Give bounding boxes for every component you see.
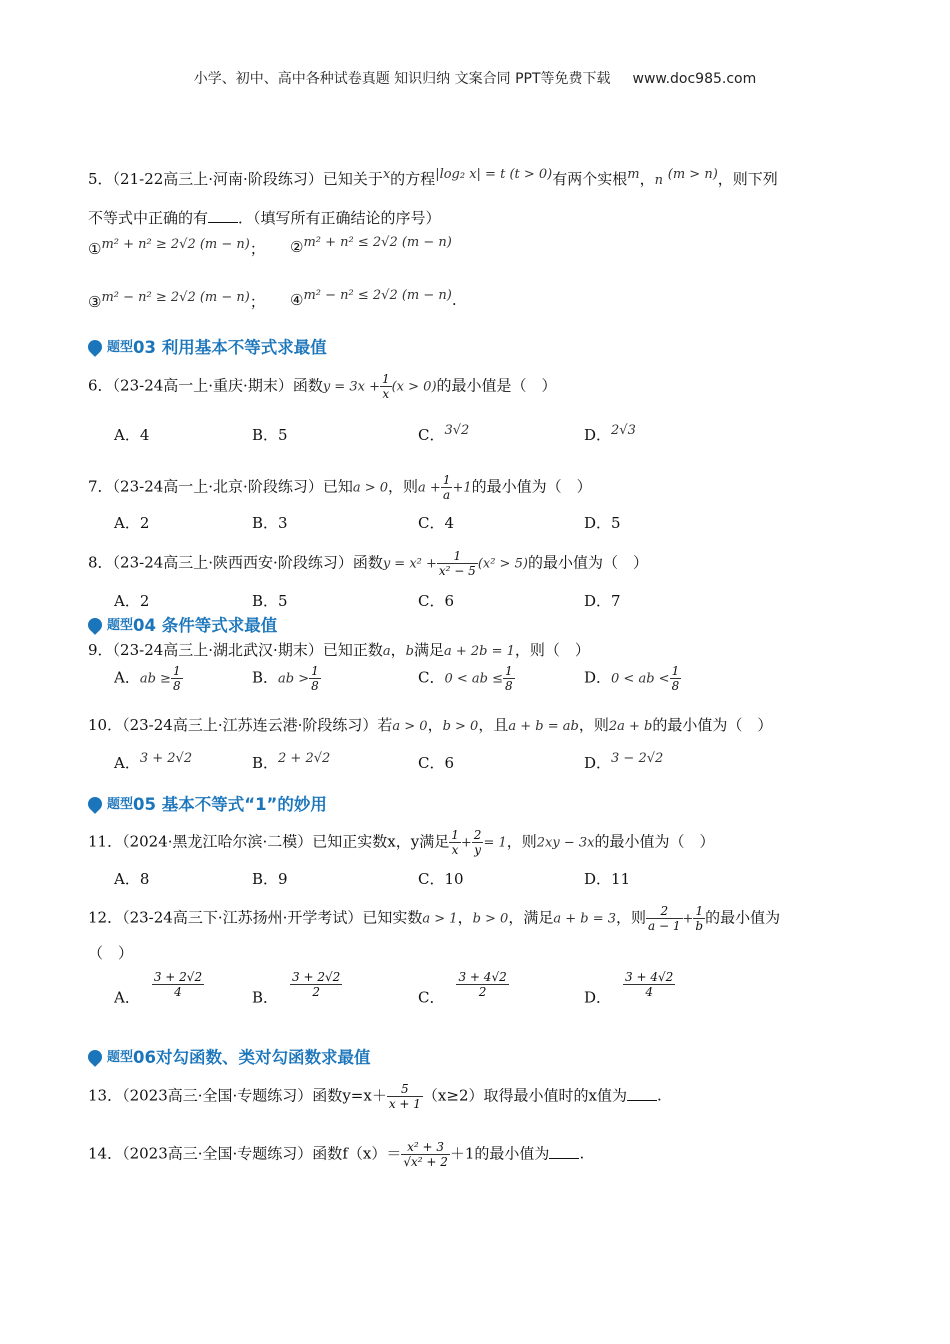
q10-option-a: A．3 + 2√2 [114,751,193,772]
question-6: 6．（23-24高一上·重庆·期末）函数y = 3x + $\frac{1}{x}$ (x > 0)的最小值是（ ） [88,372,557,401]
q6-option-c: C．3√2 [418,423,470,444]
q5-option-1: ①m² + n² ≥ 2√2 (m − n)； [88,237,265,258]
q7-option-d: D．5 [584,514,621,532]
q12-option-a: A． $\frac{3 + 2√2}{4}$ [114,970,203,1007]
q8-option-c: C．6 [418,592,455,610]
q9-option-a: A．ab ≥ $\frac{1}{8}$ [114,664,181,693]
q7-option-b: B．3 [252,514,288,532]
header-url[interactable]: www.doc985.com [632,71,757,87]
q5-option-2: ②m² + n² ≤ 2√2 (m − n) [290,235,452,256]
answer-blank[interactable] [549,1158,579,1159]
q6-option-b: B．5 [252,426,288,444]
section-04-heading: 题型04 条件等式求最值 [88,612,277,636]
q9-option-c: C．0 < ab ≤ $\frac{1}{8}$ [418,664,513,693]
header-text: 小学、初中、高中各种试卷真题 知识归纳 文案合同 PPT等免费下载 [193,71,611,87]
q7-option-a: A．2 [114,514,150,532]
question-9: 9．（23-24高三上·湖北武汉·期末）已知正数a，b满足a + 2b = 1，则（ ） [88,641,590,659]
location-pin-icon [85,1047,105,1067]
q8-option-a: A．2 [114,592,150,610]
location-pin-icon [85,615,105,635]
q6-option-a: A．4 [114,426,150,444]
location-pin-icon [85,794,105,814]
q12-option-d: D． $\frac{3 + 4√2}{4}$ [584,970,674,1007]
q10-option-c: C．6 [418,754,455,772]
answer-blank[interactable] [627,1100,657,1101]
q11-option-a: A．8 [114,870,150,888]
q12-option-c: C． $\frac{3 + 4√2}{2}$ [418,970,507,1007]
question-14: 14．（2023高三·全国·专题练习）函数f（x）＝ $\frac{\text{x² + 3}}{\text{√x² + 2}}$ ＋1的最小值为 . [88,1140,585,1169]
section-06-heading: 题型06对勾函数、类对勾函数求最值 [88,1044,370,1068]
q8-option-b: B．5 [252,592,288,610]
q7-option-c: C．4 [418,514,455,532]
q10-option-d: D．3 − 2√2 [584,751,664,772]
q5-option-3: ③m² − n² ≥ 2√2 (m − n)； [88,290,265,311]
q9-option-b: B．ab > $\frac{1}{8}$ [252,664,319,693]
q12-option-b: B． $\frac{3 + 2√2}{2}$ [252,970,341,1007]
section-05-heading: 题型05 基本不等式“1”的妙用 [88,791,327,815]
q11-option-c: C．10 [418,870,464,888]
q10-option-b: B．2 + 2√2 [252,751,331,772]
question-12: 12．（23-24高三下·江苏扬州·开学考试）已知实数a > 1，b > 0，满足a + b = 3，则 $\frac{2}{a - 1}$ + $\frac{1}{b}$ 的最小值为 [88,904,781,933]
q5-option-4: ④m² − n² ≤ 2√2 (m − n). [290,288,457,309]
q11-option-d: D．11 [584,870,631,888]
location-pin-icon [85,337,105,357]
q9-option-d: D．0 < ab < $\frac{1}{8}$ [584,664,680,693]
q6-option-d: D．2√3 [584,423,636,444]
question-13: 13．（2023高三·全国·专题练习）函数y=x＋ $\frac{5}{x + 1}$ （x≥2）取得最小值时的x值为 . [88,1082,662,1111]
question-8: 8．（23-24高三上·陕西西安·阶段练习）函数y = x² + $\frac{1}{\text{x² − 5}}$ (x² > 5)的最小值为（ ） [88,549,648,578]
question-7: 7．（23-24高一上·北京·阶段练习）已知a > 0，则a + $\frac{1}{a}$ +1的最小值为（ ） [88,473,592,502]
section-03-heading: 题型03 利用基本不等式求最值 [88,334,327,358]
q8-option-d: D．7 [584,592,621,610]
question-12-paren: （ ） [88,944,134,962]
question-10: 10．（23-24高三上·江苏连云港·阶段练习）若a > 0，b > 0，且a + b = ab，则2a + b的最小值为（ ） [88,716,773,734]
answer-blank[interactable] [208,222,238,223]
question-5: 5．（21-22高三上·河南·阶段练习）已知关于x的方程|log₂ x| = t (t > 0)有两个实根m，n (m > n)，则下列 [88,167,778,188]
page-header [0,68,950,88]
q11-option-b: B．9 [252,870,288,888]
question-11: 11．（2024·黑龙江哈尔滨·二模）已知正实数x，y满足 $\frac{1}{x}$ + $\frac{2}{y}$ = 1，则2xy − 3x的最小值为（ ） [88,828,715,857]
question-5-line2: 不等式中正确的有 ．（填写所有正确结论的序号） [88,209,441,227]
